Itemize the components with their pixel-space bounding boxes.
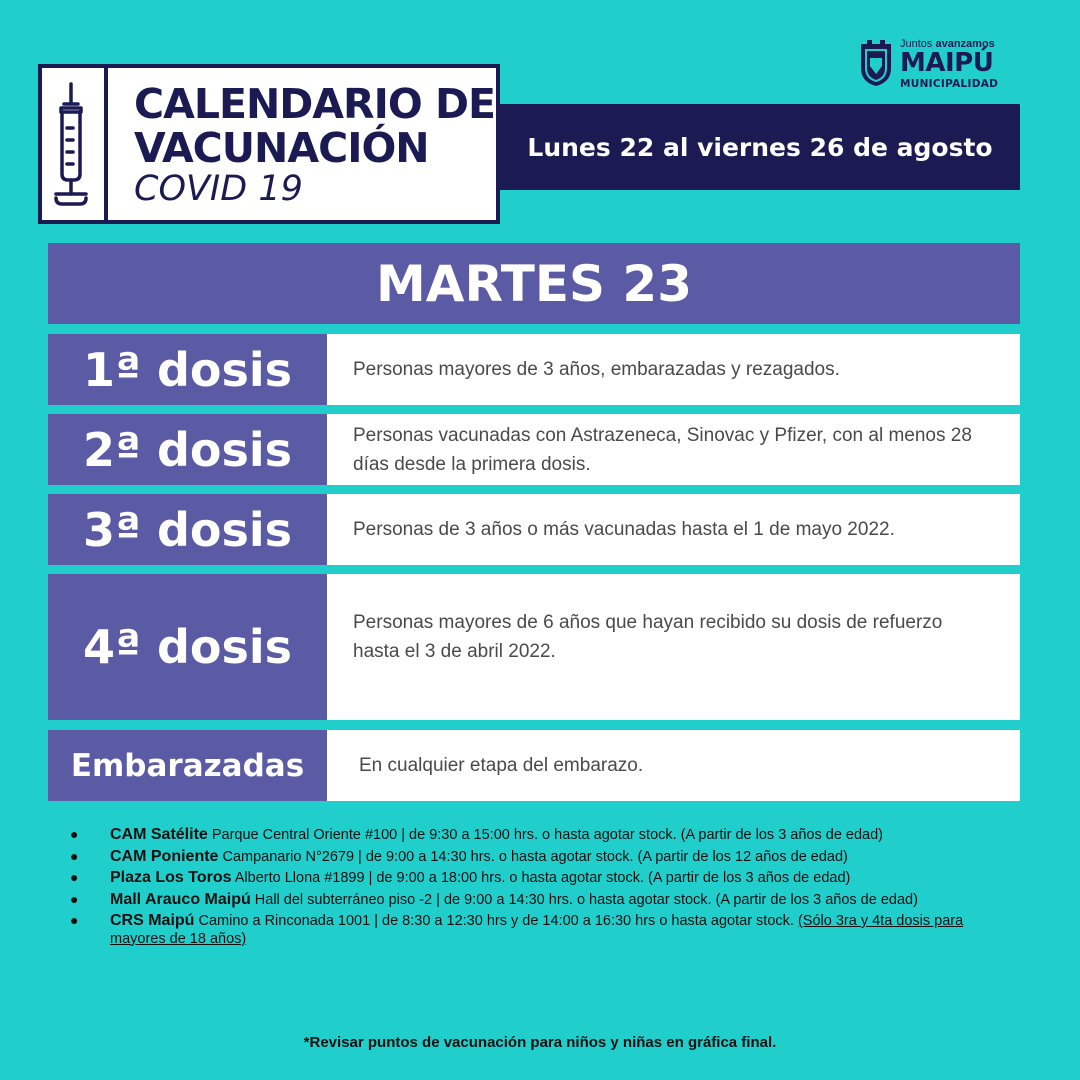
location-name: CAM Satélite <box>110 826 208 843</box>
bullet-icon: ● <box>70 826 79 842</box>
footer-note: *Revisar puntos de vacunación para niños y niñas en gráfica final. <box>303 1034 777 1051</box>
dose-label: 2ª dosis <box>48 414 327 485</box>
day-header: MARTES 23 <box>48 243 1020 324</box>
date-range-bar: Lunes 22 al viernes 26 de agosto <box>500 104 1020 190</box>
list-item <box>70 869 1010 888</box>
dose-row-3 <box>48 494 1020 565</box>
list-item <box>70 826 1010 845</box>
list-item <box>70 848 1010 867</box>
title-subtitle: COVID 19 <box>134 169 303 209</box>
bullet-icon: ● <box>70 869 79 885</box>
title-line-1: CALENDARIO DE <box>134 80 496 128</box>
location-detail: Hall del subterráneo piso -2 | de 9:00 a 14:30 hrs. o hasta agotar stock. (A partir de los 3 años de edad) <box>254 891 918 908</box>
syringe-icon <box>50 82 92 210</box>
location-name: Mall Arauco Maipú <box>110 890 251 908</box>
title-box <box>38 64 500 224</box>
dose-description: Personas mayores de 6 años que hayan recibido su dosis de refuerzo hasta el 3 de abril 2022. <box>327 574 1020 720</box>
list-item <box>70 912 1010 948</box>
syringe-cell <box>42 68 108 220</box>
logo-tagline: Juntos avanzamos <box>900 38 995 50</box>
logo-subtitle: MUNICIPALIDAD <box>900 78 999 90</box>
location-name: Plaza Los Toros <box>110 869 232 886</box>
shield-icon <box>858 38 894 88</box>
logo-name: MAIPÚ <box>900 48 994 78</box>
dose-label: 1ª dosis <box>48 334 327 405</box>
dose-label: 4ª dosis <box>48 574 327 720</box>
location-note: (Sólo 3ra y 4ta dosis para mayores de 18 años) <box>110 913 964 947</box>
title-line-2: VACUNACIÓN <box>134 124 429 172</box>
dose-description: Personas vacunadas con Astrazeneca, Sinovac y Pfizer, con al menos 28 días desde la primera dosis. <box>327 414 1020 485</box>
dose-row-2 <box>48 414 1020 485</box>
dose-label: 3ª dosis <box>48 494 327 565</box>
dose-description: En cualquier etapa del embarazo. <box>327 730 1020 801</box>
location-name: CRS Maipú <box>110 912 195 929</box>
dose-row-embarazadas <box>48 730 1020 801</box>
list-item <box>70 891 1010 910</box>
location-list <box>70 826 1010 951</box>
dose-label: Embarazadas <box>48 730 327 801</box>
bullet-icon: ● <box>70 912 79 928</box>
dose-row-4 <box>48 574 1020 720</box>
bullet-icon: ● <box>70 890 79 907</box>
bullet-icon: ● <box>70 847 79 864</box>
dose-row-1 <box>48 334 1020 405</box>
location-name: CAM Poniente <box>110 847 219 865</box>
maipu-logo <box>858 38 1028 94</box>
dose-description: Personas mayores de 3 años, embarazadas y rezagados. <box>327 334 1020 405</box>
location-detail: Camino a Rinconada 1001 | de 8:30 a 12:30 hrs y de 14:00 a 16:30 hrs o hasta agotar stock. <box>198 913 794 929</box>
location-detail: Parque Central Oriente #100 | de 9:30 a 15:00 hrs. o hasta agotar stock. (A partir de los 3 años de edad) <box>211 827 884 843</box>
location-detail: Campanario N°2679 | de 9:00 a 14:30 hrs. o hasta agotar stock. (A partir de los 12 años de edad) <box>222 848 848 865</box>
location-detail: Alberto Llona #1899 | de 9:00 a 18:00 hrs. o hasta agotar stock. (A partir de los 3 años de edad) <box>234 870 851 886</box>
dose-description: Personas de 3 años o más vacunadas hasta el 1 de mayo 2022. <box>327 494 1020 565</box>
title-text <box>134 82 504 210</box>
